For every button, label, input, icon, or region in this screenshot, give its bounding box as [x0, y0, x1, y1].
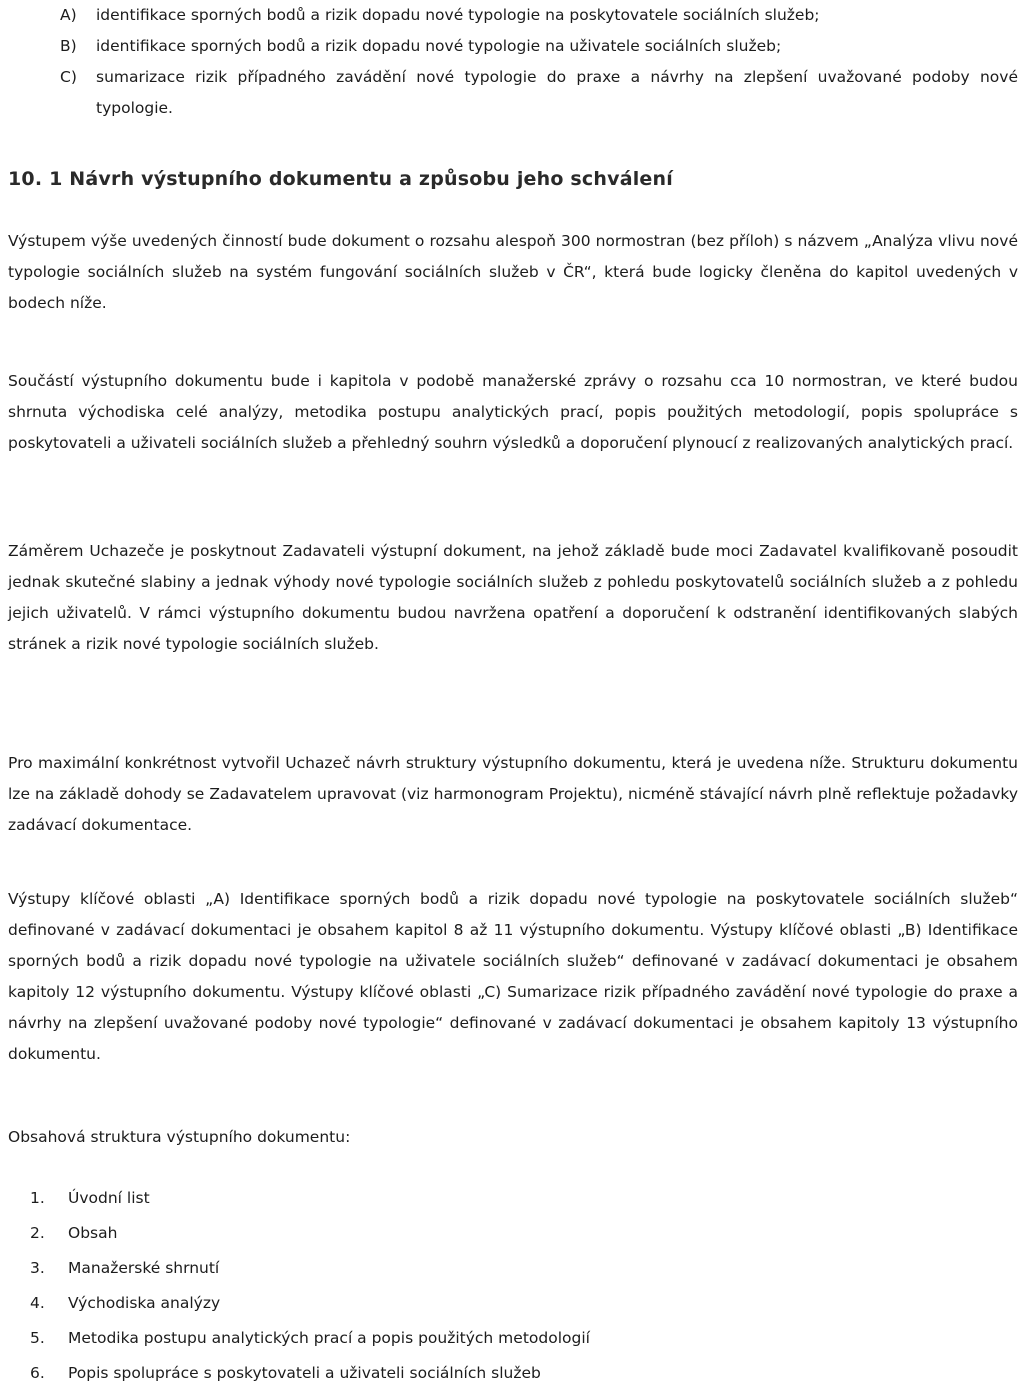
paragraph-structure-proposal: Pro maximální konkrétnost vytvořil Uchazeč návrh struktury výstupního dokumentu, která je uvedena níže. Strukturu dokumentu lze na základě dohody se Zadavatelem upravovat (viz harmonogram Projektu), nicméně stávající návrh plně reflektuje požadavky zadávací dokumentace.: [8, 754, 1018, 834]
list-item: [30, 1286, 590, 1321]
key-areas-list: [60, 0, 1018, 124]
list-item-text: Úvodní list: [68, 1189, 150, 1207]
list-item-text: Metodika postupu analytických prací a popis použitých metodologií: [68, 1329, 590, 1347]
section-heading: 10. 1 Návrh výstupního dokumentu a způsobu jeho schválení: [8, 168, 673, 190]
list-item: [60, 62, 1018, 124]
list-marker: C): [60, 68, 77, 86]
list-item: [30, 1251, 590, 1286]
list-item: [30, 1356, 590, 1391]
list-item-text: Popis spolupráce s poskytovateli a uživateli sociálních služeb: [68, 1364, 541, 1382]
paragraph-structure-intro: Obsahová struktura výstupního dokumentu:: [8, 1128, 351, 1146]
list-marker: A): [60, 6, 77, 24]
list-item-text: Východiska analýzy: [68, 1294, 221, 1312]
list-item: [30, 1321, 590, 1356]
paragraph-output-description: Výstupem výše uvedených činností bude dokument o rozsahu alespoň 300 normostran (bez příloh) s názvem „Analýza vlivu nové typologie sociálních služeb na systém fungování sociálních služeb v ČR“, která bude logicky členěna do kapitol uvedených v bodech níže.: [8, 232, 1018, 312]
list-item-text: identifikace sporných bodů a rizik dopadu nové typologie na uživatele sociálních služeb;: [96, 37, 782, 55]
paragraph-intent: Záměrem Uchazeče je poskytnout Zadavateli výstupní dokument, na jehož základě bude moci Zadavatel kvalifikovaně posoudit jednak skutečné slabiny a jednak výhody nové typologie sociálních služeb z pohledu poskytovatelů sociálních služeb a z pohledu jejich uživatelů. V rámci výstupního dokumentu budou navržena opatření a doporučení k odstranění identifikovaných slabých stránek a rizik nové typologie sociálních služeb.: [8, 542, 1018, 653]
list-number: 2.: [30, 1224, 45, 1242]
list-marker: B): [60, 37, 77, 55]
list-item: [60, 0, 1018, 31]
list-number: 4.: [30, 1294, 45, 1312]
list-number: 1.: [30, 1189, 45, 1207]
document-structure-list: [30, 1181, 590, 1391]
list-item: [60, 31, 1018, 62]
list-number: 5.: [30, 1329, 45, 1347]
list-item: [30, 1181, 590, 1216]
list-item-text: identifikace sporných bodů a rizik dopadu nové typologie na poskytovatele sociálních služeb;: [96, 6, 820, 24]
list-number: 3.: [30, 1259, 45, 1277]
paragraph-key-area-outputs: Výstupy klíčové oblasti „A) Identifikace sporných bodů a rizik dopadu nové typologie na poskytovatele sociálních služeb“ definované v zadávací dokumentaci je obsahem kapitol 8 až 11 výstupního dokumentu. Výstupy klíčové oblasti „B) Identifikace sporných bodů a rizik dopadu nové typologie na uživatele sociálních služeb“ definované v zadávací dokumentaci je obsahem kapitoly 12 výstupního dokumentu. Výstupy klíčové oblasti „C) Sumarizace rizik případného zavádění nové typologie do praxe a návrhy na zlepšení uvažované podoby nové typologie“ definované v zadávací dokumentaci je obsahem kapitoly 13 výstupního dokumentu.: [8, 890, 1018, 1063]
paragraph-management-summary: Součástí výstupního dokumentu bude i kapitola v podobě manažerské zprávy o rozsahu cca 10 normostran, ve které budou shrnuta východiska celé analýzy, metodika postupu analytických prací, popis použitých metodologií, popis spolupráce s poskytovateli a uživateli sociálních služeb a přehledný souhrn výsledků a doporučení plynoucí z realizovaných analytických prací.: [8, 372, 1018, 452]
list-item-text: Manažerské shrnutí: [68, 1259, 220, 1277]
list-number: 6.: [30, 1364, 45, 1382]
list-item-text: Obsah: [68, 1224, 118, 1242]
list-item: [30, 1216, 590, 1251]
list-item-text: sumarizace rizik případného zavádění nové typologie do praxe a návrhy na zlepšení uvažované podoby nové typologie.: [96, 68, 1018, 117]
